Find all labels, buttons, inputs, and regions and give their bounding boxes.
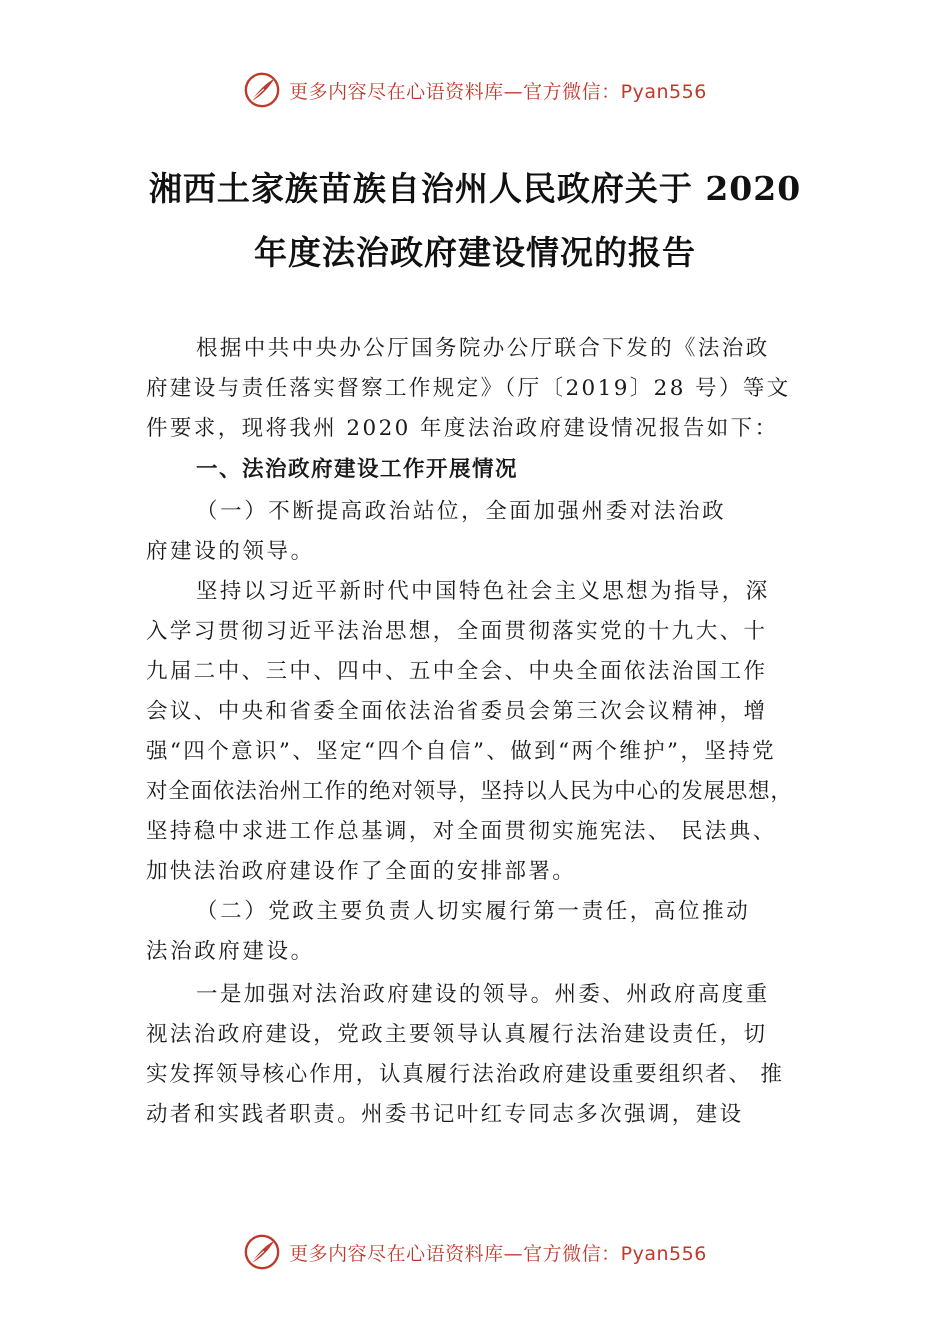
paragraph-line: 强“四个意识”、坚定“四个自信”、做到“两个维护”，坚持党 bbox=[146, 739, 777, 764]
paragraph-line: 坚持以习近平新时代中国特色社会主义思想为指导，深 bbox=[196, 579, 770, 604]
paragraph-line: 加快法治政府建设作了全面的安排部署。 bbox=[146, 859, 577, 884]
watermark-text: 更多内容尽在心语资料库—官方微信：Pyan556 bbox=[289, 80, 707, 103]
paragraph-line: 一是加强对法治政府建设的领导。州委、州政府高度重 bbox=[196, 982, 770, 1007]
watermark-text: 更多内容尽在心语资料库—官方微信：Pyan556 bbox=[289, 1242, 707, 1265]
quill-logo-icon bbox=[243, 71, 281, 109]
subsection-heading-line: （二）党政主要负责人切实履行第一责任，高位推动 bbox=[196, 899, 751, 924]
paragraph-line: 九届二中、三中、四中、五中全会、中央全面依法治国工作 bbox=[146, 659, 768, 684]
paragraph-line: 对全面依法治州工作的绝对领导，坚持以人民为中心的发展思想， bbox=[146, 779, 793, 804]
paragraph-line: 视法治政府建设，党政主要领导认真履行法治建设责任，切 bbox=[146, 1022, 768, 1047]
intro-line: 件要求，现将我州 2020 年度法治政府建设情况报告如下： bbox=[146, 416, 779, 441]
paragraph-line: 动者和实践者职责。州委书记叶红专同志多次强调，建设 bbox=[146, 1102, 744, 1127]
intro-line: 根据中共中央办公厅国务院办公厅联合下发的《法治政 bbox=[196, 336, 770, 361]
subsection-heading-line: 府建设的领导。 bbox=[146, 539, 315, 564]
header-watermark bbox=[0, 70, 950, 110]
footer-watermark bbox=[0, 1232, 950, 1272]
paragraph-line: 会议、中央和省委全面依法治省委员会第三次会议精神，增 bbox=[146, 699, 768, 724]
paragraph-line: 实发挥领导核心作用，认真履行法治政府建设重要组织者、 推 bbox=[146, 1062, 784, 1087]
document-title-line-1: 湘西土家族苗族自治州人民政府关于 2020 bbox=[148, 169, 802, 208]
paragraph-line: 入学习贯彻习近平法治思想，全面贯彻落实党的十九大、十 bbox=[146, 619, 768, 644]
section-heading: 一、法治政府建设工作开展情况 bbox=[196, 457, 519, 482]
document-title-line-2: 年度法治政府建设情况的报告 bbox=[254, 233, 696, 272]
paragraph-line: 坚持稳中求进工作总基调，对全面贯彻实施宪法、 民法典、 bbox=[146, 819, 777, 844]
intro-line: 府建设与责任落实督察工作规定》（厅〔2019〕28 号）等文 bbox=[146, 376, 791, 401]
subsection-heading-line: 法治政府建设。 bbox=[146, 939, 315, 964]
subsection-heading-line: （一）不断提高政治站位，全面加强州委对法治政 bbox=[196, 499, 727, 524]
quill-logo-icon bbox=[243, 1233, 281, 1271]
